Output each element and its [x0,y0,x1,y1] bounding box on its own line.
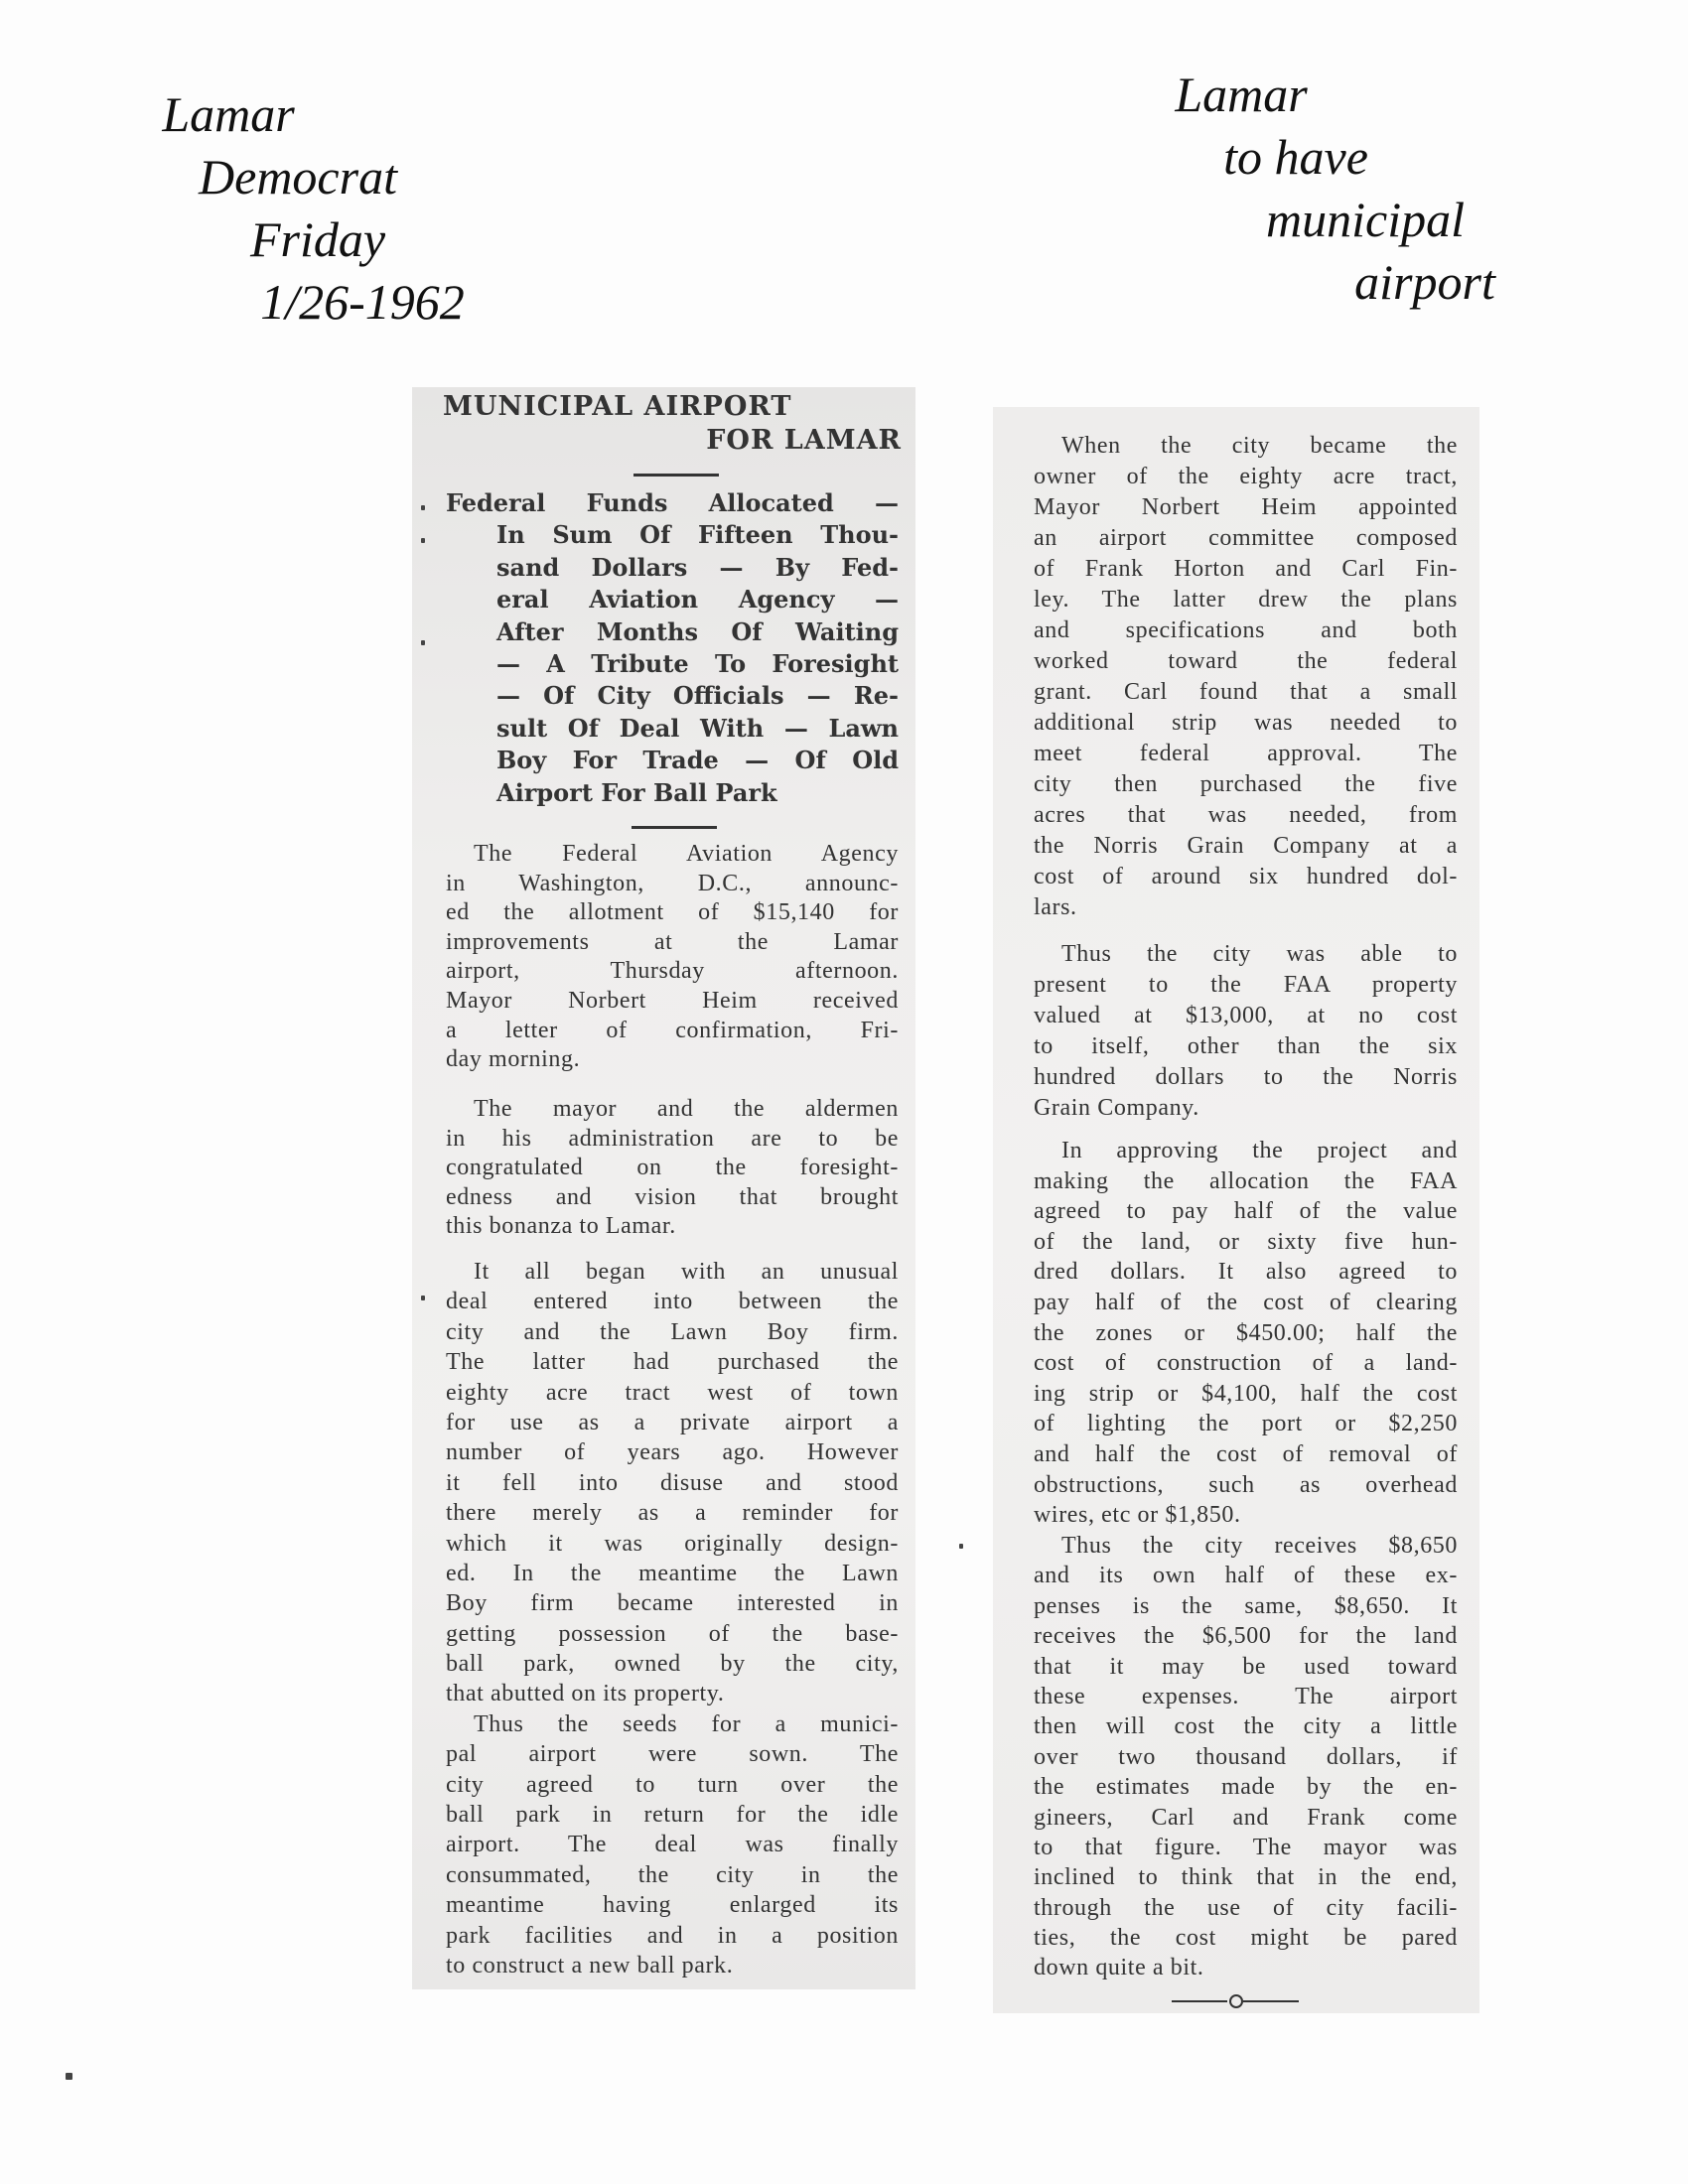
text-line: and half the cost of removal of [1034,1440,1458,1467]
text-line: that it may be used toward [1034,1653,1458,1680]
text-line: this bonanza to Lamar. [446,1213,676,1240]
subheadline [446,487,899,809]
note-line: to have [1223,129,1368,185]
text-line: deal entered into between the [446,1289,899,1315]
text-line: park facilities and in a position [446,1922,899,1949]
text-line: down quite a bit. [1034,1955,1204,1981]
paragraph [1034,1531,1458,1983]
text-line: receives the $6,500 for the land [1034,1623,1458,1650]
text-line: to itself, other than the six [1034,1033,1458,1059]
text-line: in his administration are to be [446,1125,899,1152]
text-line: pay half of the cost of clearing [1034,1289,1458,1315]
text-line: of Frank Horton and Carl Fin- [1034,556,1458,582]
text-line: ties, the cost might be pared [1034,1925,1458,1952]
text-line: additional strip was needed to [1034,710,1458,736]
text-line: pal airport were sown. The [446,1741,899,1768]
note-line: Lamar [1175,67,1308,122]
text-line: owner of the eighty acre tract, [1034,464,1458,489]
text-line: lars. [1034,894,1077,920]
text-line: hundred dollars to the Norris [1034,1064,1458,1090]
text-line: a letter of confirmation, Fri- [446,1017,899,1043]
text-line: acres that was needed, from [1034,802,1458,828]
text-line: dred dollars. It also agreed to [1034,1259,1458,1286]
text-line: getting possession of the base- [446,1620,899,1647]
text-line: and specifications and both [1034,617,1458,643]
text-line: airport, Thursday afternoon. [446,958,899,985]
text-line: Thus the city receives $8,650 [1061,1533,1458,1559]
paragraph [446,1095,899,1242]
note-line: Friday [249,211,386,267]
paragraph [1034,431,1458,923]
text-line: making the allocation the FAA [1034,1167,1458,1194]
subhead-line: sand Dollars — By Fed- [496,552,899,582]
text-line: The mayor and the aldermen [474,1096,899,1122]
text-line: valued at $13,000, at no cost [1034,1003,1458,1028]
text-line: improvements at the Lamar [446,928,899,955]
text-line: grant. Carl found that a small [1034,679,1458,705]
paragraph [446,840,899,1075]
text-line: then will cost the city a little [1034,1713,1458,1740]
text-line: to construct a new ball park. [446,1952,734,1979]
text-line: Thus the city was able to [1061,941,1458,967]
text-line: Thus the seeds for a munici- [474,1710,899,1737]
text-line: ed. In the meantime the Lawn [446,1560,899,1586]
text-line: ball park in return for the idle [446,1802,899,1829]
text-line: gineers, Carl and Frank come [1034,1804,1458,1831]
text-line: ed the allotment of $15,140 for [446,899,899,926]
text-line: inclined to think that in the end, [1034,1864,1458,1891]
text-line: penses is the same, $8,650. It [1034,1592,1458,1619]
subhead-line: — A Tribute To Foresight [496,648,899,678]
text-line: The Federal Aviation Agency [474,841,899,867]
text-line: congratulated on the foresight- [446,1155,899,1181]
text-line: the zones or $450.00; half the [1034,1319,1458,1346]
scan-speck [421,505,425,510]
text-line: ley. The latter drew the plans [1034,587,1458,613]
headline-line-1: MUNICIPAL AIRPORT [443,391,792,422]
note-line: airport [1354,254,1495,310]
text-line: that abutted on its property. [446,1681,725,1707]
text-line: Grain Company. [1034,1095,1199,1121]
text-line: of lighting the port or $2,250 [1034,1411,1458,1437]
text-line: day morning. [446,1046,581,1073]
subhead-line: — Of City Officials — Re- [496,681,899,711]
subhead-line: After Months Of Waiting [496,616,899,646]
text-line: worked toward the federal [1034,648,1458,674]
scan-speck [421,538,425,543]
note-line: Democrat [199,149,397,205]
text-line: which it was originally design- [446,1530,899,1557]
text-line: Mayor Norbert Heim appointed [1034,494,1458,520]
end-ornament [1172,1993,1301,2009]
text-line: the estimates made by the en- [1034,1774,1458,1801]
text-line: airport. The deal was finally [446,1832,899,1858]
note-line: 1/26-1962 [260,274,465,330]
divider-rule [633,474,719,477]
text-line: for use as a private airport a [446,1409,899,1435]
text-line: meet federal approval. The [1034,741,1458,766]
text-line: cost of construction of a land- [1034,1350,1458,1377]
text-line: wires, etc or $1,850. [1034,1502,1241,1529]
text-line: It all began with an unusual [474,1259,899,1285]
text-line: In approving the project and [1061,1138,1458,1163]
scan-speck [66,2073,72,2080]
subhead-line: sult Of Deal With — Lawn [496,713,899,743]
divider-rule [632,826,717,829]
text-line: to that figure. The mayor was [1034,1834,1458,1860]
subhead-line: Federal Funds Allocated — [446,488,899,517]
text-line: in Washington, D.C., announc- [446,870,899,896]
subhead-line: Airport For Ball Park [496,777,777,807]
text-line: ball park, owned by the city, [446,1651,899,1678]
text-line: these expenses. The airport [1034,1683,1458,1709]
text-line: an airport committee composed [1034,525,1458,551]
paragraph [446,1257,899,1980]
text-line: present to the FAA property [1034,972,1458,998]
text-line: there merely as a reminder for [446,1500,899,1527]
scan-speck [421,1296,425,1300]
text-line: over two thousand dollars, if [1034,1743,1458,1770]
text-line: of the land, or sixty five hun- [1034,1228,1458,1255]
text-line: the Norris Grain Company at a [1034,833,1458,859]
text-line: edness and vision that brought [446,1183,899,1210]
text-line: Mayor Norbert Heim received [446,987,899,1014]
text-line: city agreed to turn over the [446,1771,899,1798]
paragraph [1034,939,1458,1124]
subhead-line: In Sum Of Fifteen Thou- [496,520,899,550]
scan-speck [421,640,425,645]
text-line: number of years ago. However [446,1439,899,1466]
note-line: municipal [1266,192,1465,247]
text-line: it fell into disuse and stood [446,1469,899,1496]
scan-speck [959,1544,963,1549]
text-line: city and the Lawn Boy firm. [446,1318,899,1345]
text-line: obstructions, such as overhead [1034,1471,1458,1498]
text-line: agreed to pay half of the value [1034,1198,1458,1225]
text-line: eighty acre tract west of town [446,1379,899,1406]
subhead-line: Boy For Trade — Of Old [496,746,899,775]
text-line: The latter had purchased the [446,1349,899,1376]
paragraph [1034,1136,1458,1531]
subhead-line: eral Aviation Agency — [496,585,899,614]
text-line: ing strip or $4,100, half the cost [1034,1380,1458,1407]
text-line: meantime having enlarged its [446,1892,899,1919]
text-line: cost of around six hundred dol- [1034,864,1458,889]
text-line: and its own half of these ex- [1034,1563,1458,1589]
text-line: When the city became the [1061,433,1458,459]
text-line: Boy firm became interested in [446,1590,899,1617]
headline-line-2: FOR LAMAR [706,425,902,456]
text-line: city then purchased the five [1034,771,1458,797]
text-line: consummated, the city in the [446,1861,899,1888]
note-line: Lamar [162,86,295,142]
text-line: through the use of city facili- [1034,1894,1458,1921]
